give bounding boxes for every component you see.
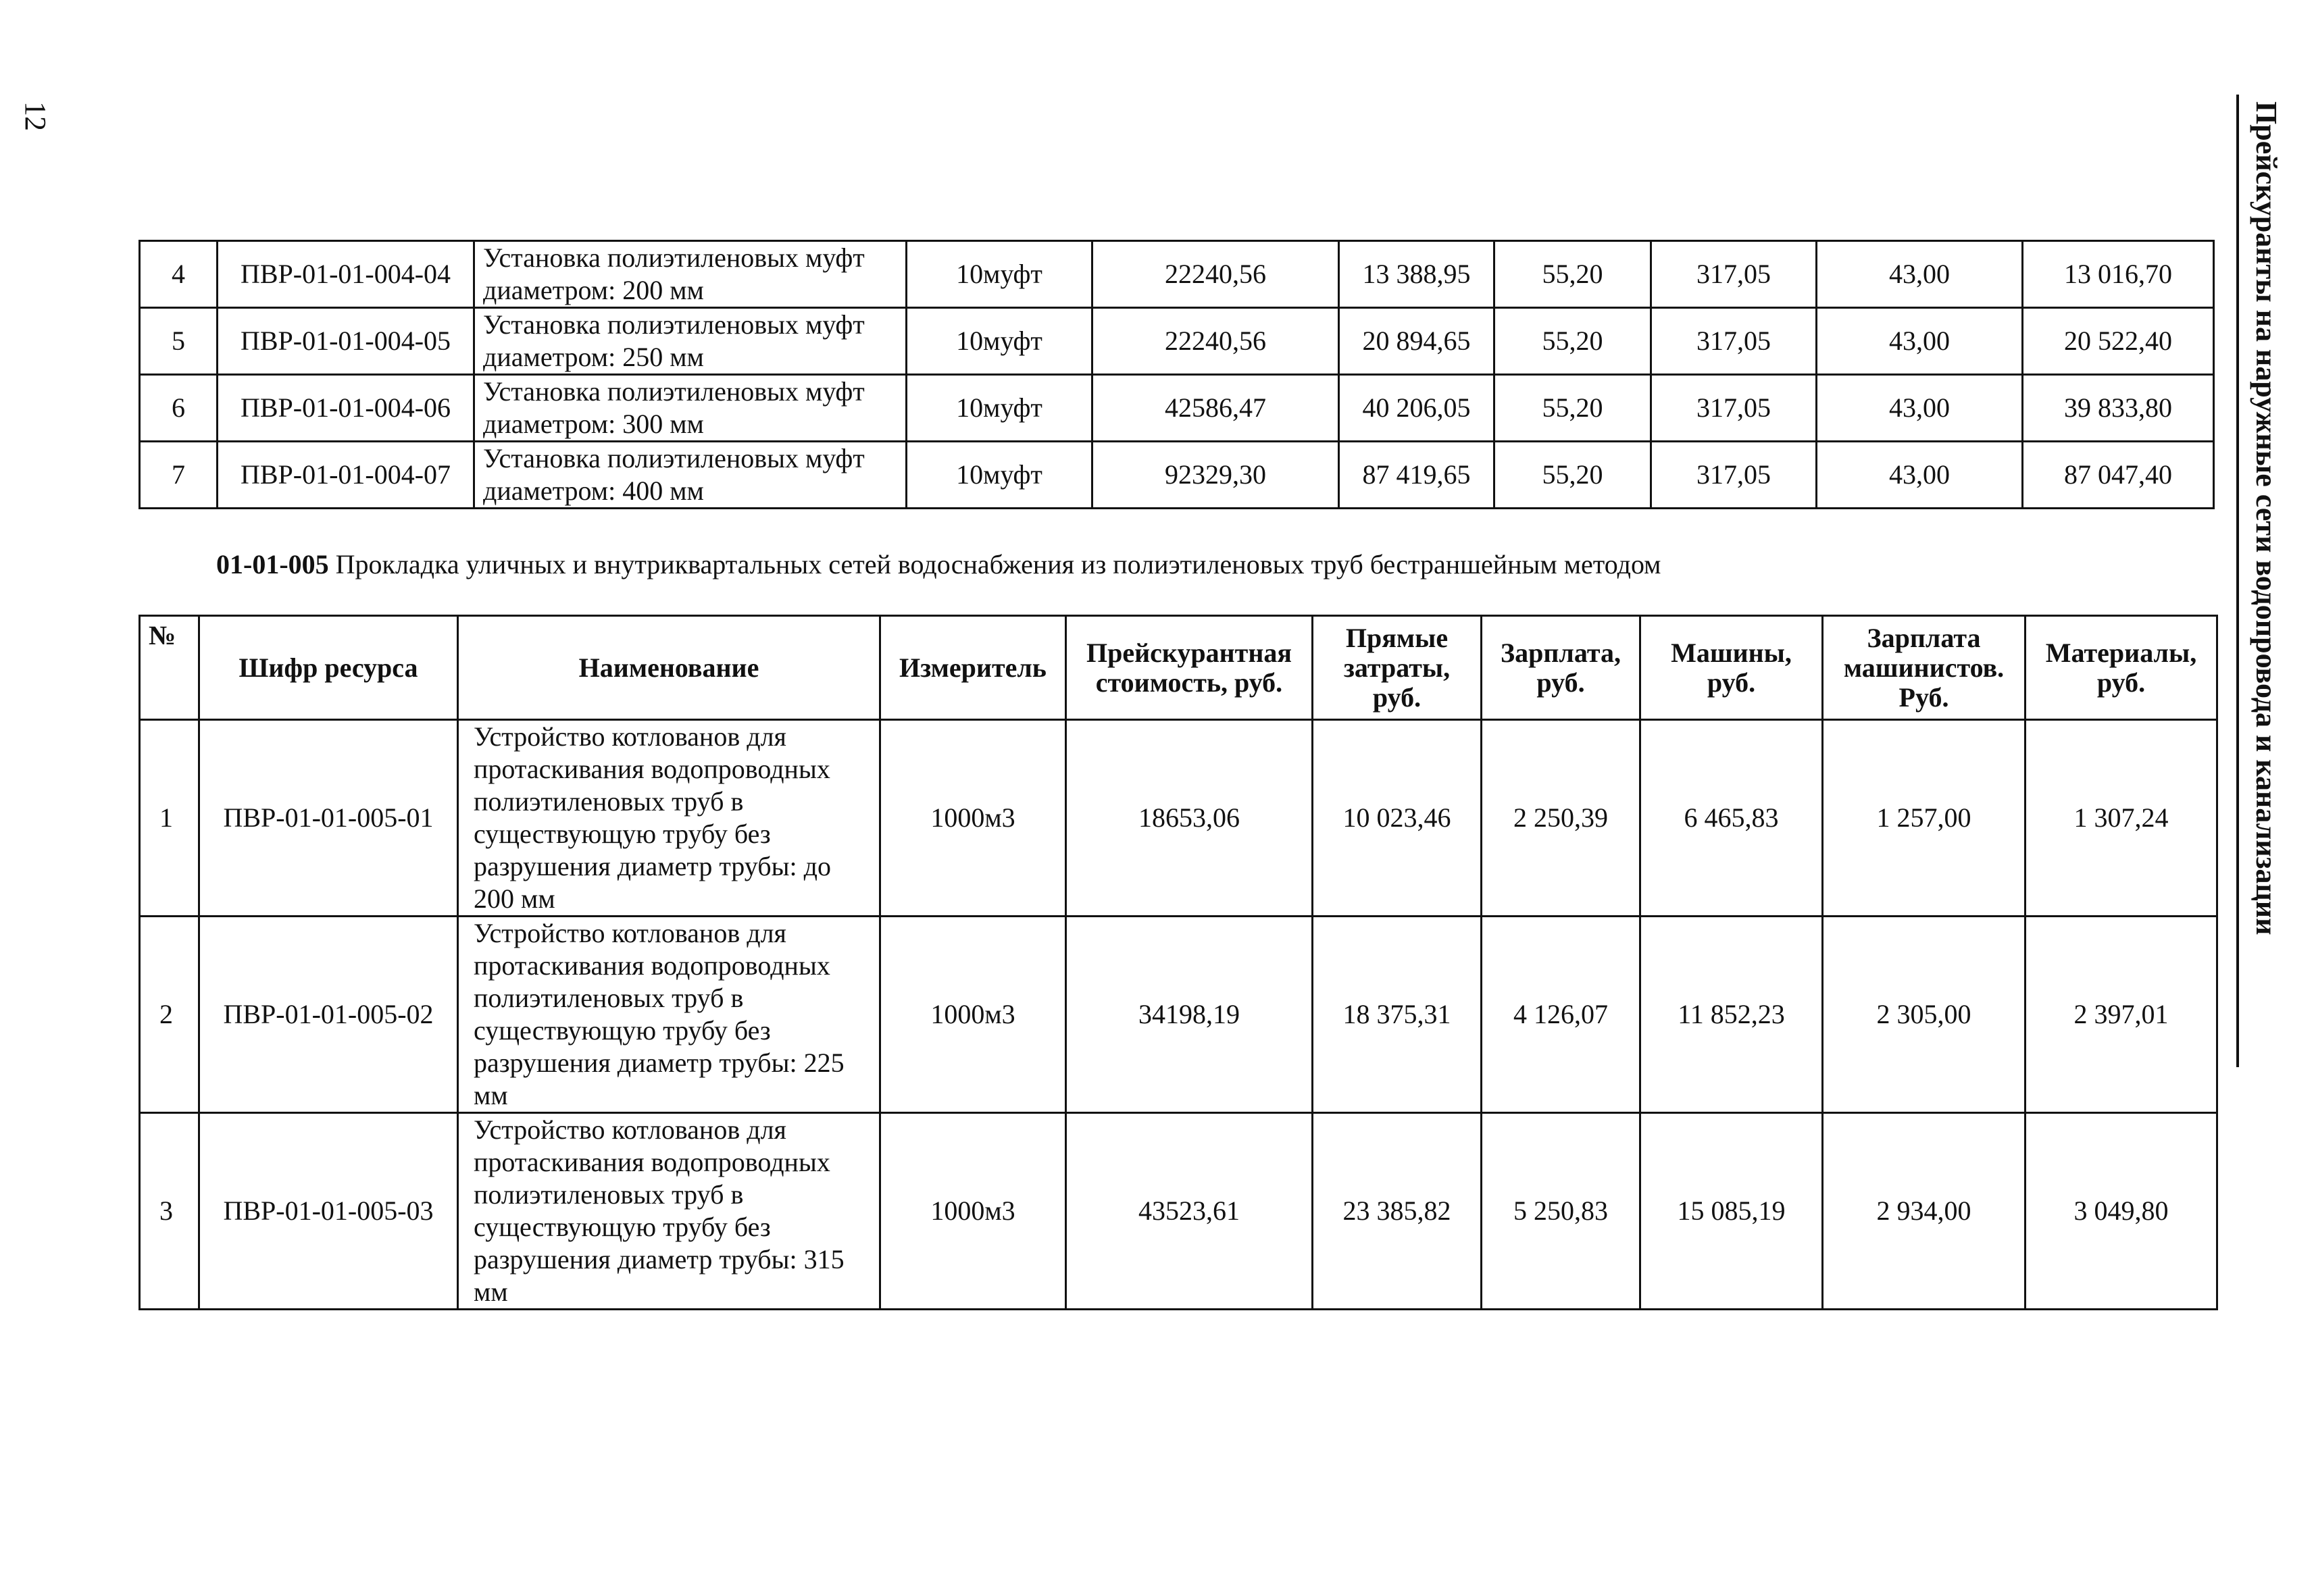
machines-cell: 317,05: [1651, 375, 1817, 442]
item-name-header: Наименование: [458, 616, 880, 720]
wages-cell: 4 126,07: [1482, 917, 1640, 1113]
direct-costs-cell: 20 894,65: [1339, 308, 1494, 375]
table-row: [140, 375, 2214, 442]
materials-cell: 87 047,40: [2023, 442, 2214, 509]
wages-cell: 5 250,83: [1482, 1113, 1640, 1310]
machines-cell: 317,05: [1651, 442, 1817, 509]
resource-code-cell: ПВР-01-01-005-03: [199, 1113, 458, 1310]
resource-code-cell: ПВР-01-01-004-07: [218, 442, 474, 509]
unit-cell: 1000м3: [880, 917, 1066, 1113]
wages-cell: 55,20: [1494, 241, 1651, 308]
list-price-cell: 92329,30: [1092, 442, 1339, 509]
materials-cell: 1 307,24: [2026, 720, 2217, 917]
machines-cell: 11 852,23: [1640, 917, 1823, 1113]
unit-header: Измеритель: [880, 616, 1066, 720]
wages-cell: 55,20: [1494, 442, 1651, 509]
direct-costs-cell: 40 206,05: [1339, 375, 1494, 442]
item-name-cell: Установка полиэтиленовых муфт диаметром: 250 мм: [474, 308, 907, 375]
wages-cell: 55,20: [1494, 308, 1651, 375]
resource-code-cell: ПВР-01-01-005-01: [199, 720, 458, 917]
unit-cell: 10муфт: [907, 375, 1092, 442]
direct-costs-cell: 87 419,65: [1339, 442, 1494, 509]
list-price-cell: 43523,61: [1066, 1113, 1313, 1310]
row-number-cell: 5: [140, 308, 218, 375]
unit-cell: 10муфт: [907, 241, 1092, 308]
table-row: [140, 442, 2214, 509]
row-number-cell: 7: [140, 442, 218, 509]
resource-code-cell: ПВР-01-01-004-04: [218, 241, 474, 308]
machines-cell: 317,05: [1651, 241, 1817, 308]
unit-cell: 1000м3: [880, 1113, 1066, 1310]
materials-cell: 3 049,80: [2026, 1113, 2217, 1310]
list-price-cell: 22240,56: [1092, 308, 1339, 375]
wages-cell: 2 250,39: [1482, 720, 1640, 917]
materials-cell: 13 016,70: [2023, 241, 2214, 308]
machines-cell: 15 085,19: [1640, 1113, 1823, 1310]
side-rule: [2236, 95, 2239, 1067]
row-number-cell: 2: [140, 917, 199, 1113]
table-row: [140, 720, 2217, 917]
materials-cell: 2 397,01: [2026, 917, 2217, 1113]
machines-cell: 6 465,83: [1640, 720, 1823, 917]
header-row: [140, 616, 2217, 720]
row-number-cell: 4: [140, 241, 218, 308]
unit-cell: 1000м3: [880, 720, 1066, 917]
row-number-cell: 1: [140, 720, 199, 917]
materials-cell: 39 833,80: [2023, 375, 2214, 442]
materials-cell: 20 522,40: [2023, 308, 2214, 375]
section-heading: [216, 548, 1661, 580]
list-price-header: Прейскурантная стоимость, руб.: [1066, 616, 1313, 720]
unit-cell: 10муфт: [907, 442, 1092, 509]
table-row: [140, 1113, 2217, 1310]
list-price-cell: 42586,47: [1092, 375, 1339, 442]
row-number-cell: 3: [140, 1113, 199, 1310]
item-name-cell: Установка полиэтиленовых муфт диаметром: 400 мм: [474, 442, 907, 509]
direct-costs-header: Прямые затраты, руб.: [1313, 616, 1482, 720]
machinist-wages-cell: 1 257,00: [1823, 720, 2026, 917]
section-code: 01-01-005: [216, 549, 329, 580]
item-name-cell: Установка полиэтиленовых муфт диаметром: 200 мм: [474, 241, 907, 308]
machinist-wages-cell: 43,00: [1817, 375, 2023, 442]
machines-cell: 317,05: [1651, 308, 1817, 375]
wages-cell: 55,20: [1494, 375, 1651, 442]
resource-code-cell: ПВР-01-01-004-05: [218, 308, 474, 375]
table-row: [140, 241, 2214, 308]
price-table: [139, 615, 2218, 1310]
machinist-wages-cell: 43,00: [1817, 308, 2023, 375]
direct-costs-cell: 10 023,46: [1313, 720, 1482, 917]
resource-code-cell: ПВР-01-01-004-06: [218, 375, 474, 442]
machinist-wages-cell: 43,00: [1817, 241, 2023, 308]
row-number-cell: 6: [140, 375, 218, 442]
machines-header: Машины, руб.: [1640, 616, 1823, 720]
table-row: [140, 308, 2214, 375]
wages-header: Зарплата, руб.: [1482, 616, 1640, 720]
page-number: 12: [19, 101, 52, 131]
running-header: Прейскуранты на наружные сети водопровода и канализации: [2250, 101, 2283, 935]
section-title: Прокладка уличных и внутриквартальных сетей водоснабжения из полиэтиленовых труб бестраншейным методом: [335, 549, 1661, 580]
item-name-cell: Установка полиэтиленовых муфт диаметром: 300 мм: [474, 375, 907, 442]
machinist-wages-header: Зарплата машинистов. Руб.: [1823, 616, 2026, 720]
resource-code-cell: ПВР-01-01-005-02: [199, 917, 458, 1113]
item-name-cell: Устройство котлованов для протаскивания водопроводных полиэтиленовых труб в существующую трубу без разрушения диаметр трубы: 315 мм: [458, 1113, 880, 1310]
list-price-cell: 22240,56: [1092, 241, 1339, 308]
resource-code-header: Шифр ресурса: [199, 616, 458, 720]
direct-costs-cell: 18 375,31: [1313, 917, 1482, 1113]
machinist-wages-cell: 2 305,00: [1823, 917, 2026, 1113]
row-number-header: №: [140, 616, 199, 720]
direct-costs-cell: 13 388,95: [1339, 241, 1494, 308]
list-price-cell: 34198,19: [1066, 917, 1313, 1113]
unit-cell: 10муфт: [907, 308, 1092, 375]
direct-costs-cell: 23 385,82: [1313, 1113, 1482, 1310]
materials-header: Материалы, руб.: [2026, 616, 2217, 720]
machinist-wages-cell: 2 934,00: [1823, 1113, 2026, 1310]
table-row: [140, 917, 2217, 1113]
item-name-cell: Устройство котлованов для протаскивания водопроводных полиэтиленовых труб в существующую трубу без разрушения диаметр трубы: 225 мм: [458, 917, 880, 1113]
item-name-cell: Устройство котлованов для протаскивания водопроводных полиэтиленовых труб в существующую трубу без разрушения диаметр трубы: до 200 мм: [458, 720, 880, 917]
list-price-cell: 18653,06: [1066, 720, 1313, 917]
price-table-continued: [139, 240, 2215, 509]
machinist-wages-cell: 43,00: [1817, 442, 2023, 509]
